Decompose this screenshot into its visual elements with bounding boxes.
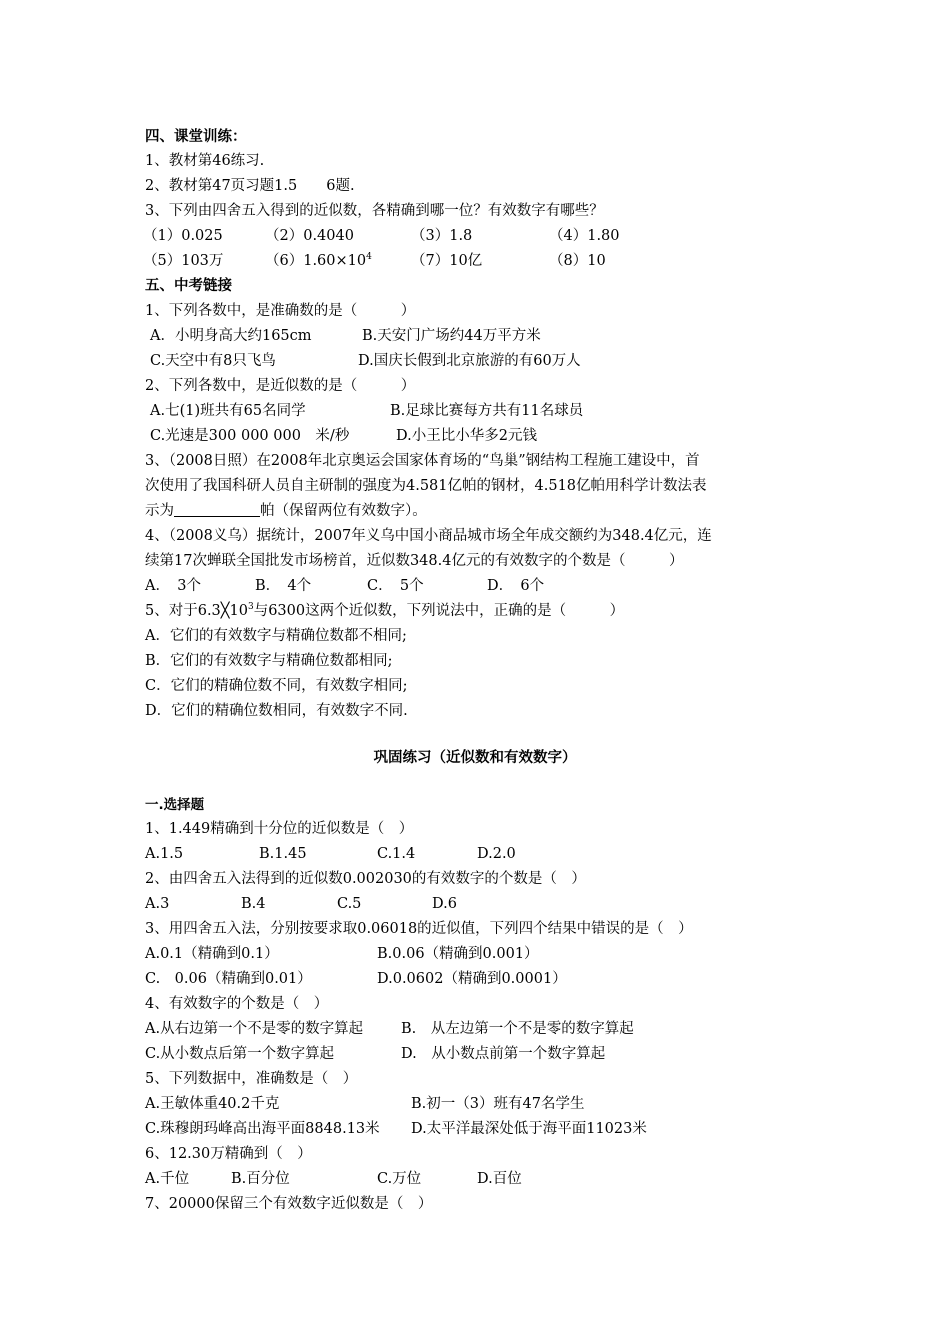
s4-opt-6-exponent: 4: [366, 252, 372, 262]
practice-q1-option-b: B.1.45: [259, 846, 307, 862]
s5-q4-option-b: B． 4个: [255, 578, 312, 594]
s5-q2-option-b: B.足球比赛每方共有11名球员: [390, 403, 584, 419]
s5-q5-option-d: D．它们的精确位数相同，有效数字不同.: [145, 703, 408, 719]
practice-q2-option-d: D.6: [432, 896, 457, 912]
practice-q4-option-d: D. 从小数点前第一个数字算起: [401, 1046, 606, 1062]
practice-q5-option-c: C.珠穆朗玛峰高出海平面8848.13米: [145, 1121, 380, 1137]
practice-q2-option-b: B.4: [241, 896, 266, 912]
s4-opt-2: （2）0.4040: [265, 228, 354, 244]
s5-q1-option-a: A．小明身高大约165cm: [150, 328, 312, 344]
s5-q5-suffix: 与6300这两个近似数，下列说法中，正确的是（ ）: [253, 603, 625, 619]
s5-q3-line-2: 次使用了我国科研人员自主研制的强度为4.581亿帕的钢材，4.518亿帕用科学计数法表: [145, 478, 707, 494]
s5-q5-prefix: 5、对于6.3╳10: [145, 603, 248, 619]
s4-opt-4: （4）1.80: [549, 228, 620, 244]
s4-opt-3: （3）1.8: [411, 228, 473, 244]
practice-q5-option-b: B.初一（3）班有47名学生: [411, 1096, 585, 1112]
answer-blank: [174, 502, 260, 517]
s4-opt-6: [265, 251, 372, 271]
s5-q5-option-b: B．它们的有效数字与精确位数都相同;: [145, 653, 393, 669]
practice-question-5: 5、下列数据中，准确数是（ ）: [145, 1071, 358, 1087]
s4-item-2: 2、教材第47页习题1.5 6题.: [145, 178, 355, 194]
s4-opt-7: （7）10亿: [411, 253, 483, 269]
practice-q1-option-a: A.1.5: [145, 846, 184, 862]
s5-q4-line-1: 4、（2008义乌）据统计，2007年义乌中国小商品城市场全年成交额约为348.4亿元，连: [145, 528, 712, 544]
s5-q1-option-d: D.国庆长假到北京旅游的有60万人: [358, 353, 581, 369]
practice-question-1: 1、1.449精确到十分位的近似数是（ ）: [145, 821, 414, 837]
practice-title: 巩固练习（近似数和有效数字）: [373, 750, 577, 766]
section-4-heading: 四、课堂训练：: [145, 129, 247, 145]
s5-q4-option-d: D． 6个: [487, 578, 545, 594]
s5-q4-option-a: A． 3个: [145, 578, 201, 594]
practice-q6-option-b: B.百分位: [231, 1171, 290, 1187]
practice-q2-option-c: C.5: [337, 896, 362, 912]
s5-q4-line-2: 续第17次蝉联全国批发市场榜首，近似数348.4亿元的有效数字的个数是（ ）: [145, 553, 684, 569]
practice-q1-option-d: D.2.0: [477, 846, 516, 862]
s5-q3-line-3: [145, 501, 427, 521]
practice-section-heading: 一.选择题: [145, 797, 205, 813]
practice-question-4: 4、有效数字的个数是（ ）: [145, 996, 329, 1012]
practice-question-3: 3、用四舍五入法，分别按要求取0.06018的近似值，下列四个结果中错误的是（ ）: [145, 921, 693, 937]
s4-item-3: 3、下列由四舍五入得到的近似数，各精确到哪一位？有效数字有哪些？: [145, 203, 604, 219]
practice-question-2: 2、由四舍五入法得到的近似数0.002030的有效数字的个数是（ ）: [145, 871, 586, 887]
s5-q2-option-a: A.七(1)班共有65名同学: [150, 403, 306, 419]
s5-q3-prefix: 示为: [145, 503, 174, 519]
s5-q2-option-c: C.光速是300 000 000 米/秒: [150, 428, 350, 444]
s5-question-5: [145, 601, 624, 621]
s4-opt-1: （1）0.025: [143, 228, 223, 244]
practice-q5-option-a: A.王敏体重40.2千克: [145, 1096, 280, 1112]
s5-q5-exponent: 3: [247, 602, 254, 612]
s5-q4-option-c: C． 5个: [367, 578, 424, 594]
s5-q3-suffix: 帕（保留两位有效数字）。: [260, 503, 427, 519]
s5-q3-line-1: 3、（2008日照）在2008年北京奥运会国家体育场的“鸟巢”钢结构工程施工建设中，首: [145, 453, 700, 469]
s5-q5-option-a: A．它们的有效数字与精确位数都不相同;: [145, 628, 407, 644]
practice-q1-option-c: C.1.4: [377, 846, 416, 862]
practice-question-7: 7、20000保留三个有效数字近似数是（ ）: [145, 1196, 433, 1212]
section-5-heading: 五、中考链接: [145, 278, 232, 294]
practice-q3-option-a: A.0.1（精确到0.1）: [145, 946, 279, 962]
s5-q1-option-b: B.天安门广场约44万平方米: [362, 328, 541, 344]
practice-q6-option-d: D.百位: [477, 1171, 522, 1187]
practice-q3-option-d: D.0.0602（精确到0.0001）: [377, 971, 567, 987]
s5-q5-option-c: C．它们的精确位数不同，有效数字相同;: [145, 678, 408, 694]
s5-q2-option-d: D.小王比小华多2元钱: [396, 428, 537, 444]
practice-q4-option-b: B. 从左边第一个不是零的数字算起: [401, 1021, 634, 1037]
s5-question-2: 2、下列各数中，是近似数的是（ ）: [145, 378, 416, 394]
practice-q2-option-a: A.3: [145, 896, 170, 912]
s5-q1-option-c: C.天空中有8只飞鸟: [150, 353, 276, 369]
s4-opt-5: （5）103万: [143, 253, 224, 269]
practice-question-6: 6、12.30万精确到（ ）: [145, 1146, 312, 1162]
s4-item-1: 1、教材第46练习.: [145, 153, 265, 169]
practice-q6-option-a: A.千位: [145, 1171, 190, 1187]
s5-question-1: 1、下列各数中，是准确数的是（ ）: [145, 303, 416, 319]
practice-q6-option-c: C.万位: [377, 1171, 422, 1187]
practice-q3-option-b: B.0.06（精确到0.001）: [377, 946, 539, 962]
s4-opt-8: （8）10: [549, 253, 606, 269]
practice-q4-option-a: A.从右边第一个不是零的数字算起: [145, 1021, 364, 1037]
practice-q5-option-d: D.太平洋最深处低于海平面11023米: [411, 1121, 647, 1137]
practice-q4-option-c: C.从小数点后第一个数字算起: [145, 1046, 335, 1062]
practice-q3-option-c: C. 0.06（精确到0.01）: [145, 971, 312, 987]
s4-opt-6-base: （6）1.60×10: [265, 253, 367, 269]
